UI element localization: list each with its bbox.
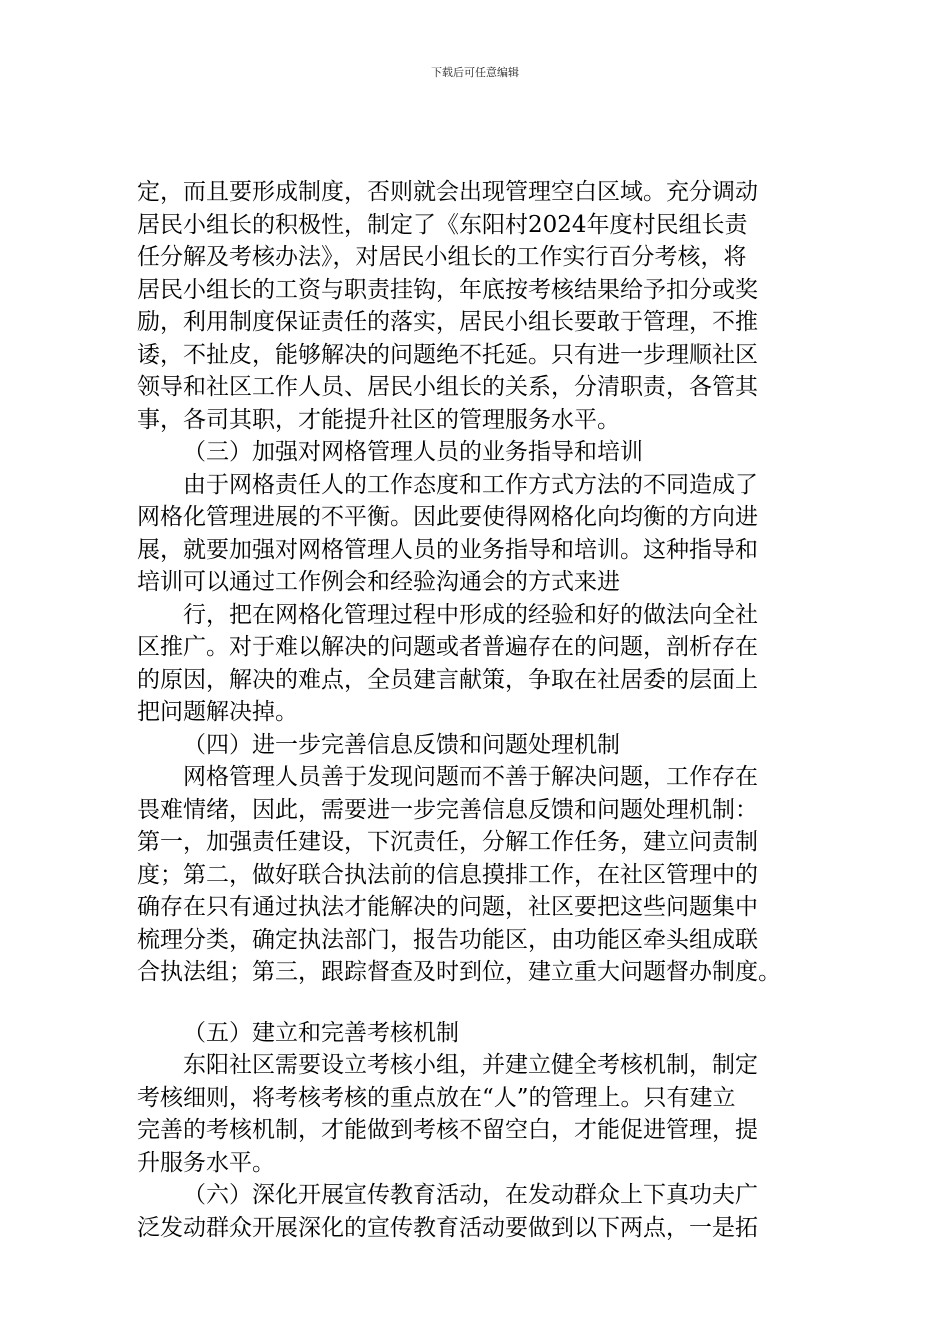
paragraph-line: 诿，不扯皮，能够解决的问题绝不托延。只有进一步理顺社区 [137,341,758,368]
paragraph-line: 由于网格责任人的工作态度和工作方式方法的不同造成了 [183,471,758,498]
paragraph-line: 升服务水平。 [137,1149,275,1176]
paragraph-line: 展，就要加强对网格管理人员的业务指导和培训。这种指导和 [137,536,758,563]
section-heading: （四）进一步完善信息反馈和问题处理机制 [183,731,620,758]
paragraph-line: 事，各司其职，才能提升社区的管理服务水平。 [137,406,620,433]
paragraph-line: 畏难情绪，因此，需要进一步完善信息反馈和问题处理机制： [137,796,758,823]
paragraph-line: 第一，加强责任建设，下沉责任，分解工作任务，建立问责制 [137,829,758,855]
paragraph-line: 东阳社区需要设立考核小组，并建立健全考核机制，制定 [183,1052,758,1078]
paragraph-line: 网格管理人员善于发现问题而不善于解决问题，工作存在 [183,764,758,790]
paragraph-line: 定，而且要形成制度，否则就会出现管理空白区域。充分调动 [137,179,758,205]
paragraph-line: 居民小组长的工资与职责挂钩，年底按考核结果给予扣分或奖 [137,276,758,303]
paragraph-line: 网格化管理进展的不平衡。因此要使得网格化向均衡的方向进 [137,504,758,530]
paragraph-line: 领导和社区工作人员、居民小组长的关系，分清职责，各管其 [137,374,758,400]
paragraph-line: 行，把在网格化管理过程中形成的经验和好的做法向全社 [183,601,758,628]
paragraph-line: 励，利用制度保证责任的落实，居民小组长要敢于管理，不推 [137,309,758,335]
paragraph-line: 任分解及考核办法》，对居民小组长的工作实行百分考核，将 [137,244,747,270]
paragraph-line: 梳理分类，确定执法部门，报告功能区，由功能区牵头组成联 [137,926,758,953]
paragraph-line: 合执法组；第三，跟踪督查及时到位，建立重大问题督办制度。 [137,959,781,985]
paragraph-line: 完善的考核机制，才能做到考核不留空白，才能促进管理，提 [137,1117,758,1143]
paragraph-line: 的原因，解决的难点，全员建言献策，争取在社居委的层面上 [137,666,758,693]
paragraph-line: 考核细则，将考核考核的重点放在“人”的管理上。只有建立 [137,1084,736,1111]
section-heading: （五）建立和完善考核机制 [183,1019,459,1046]
section-heading: （六）深化开展宣传教育活动，在发动群众上下真功夫广 [183,1182,758,1208]
section-heading: （三）加强对网格管理人员的业务指导和培训 [183,439,643,465]
paragraph-line: 培训可以通过工作例会和经验沟通会的方式来进 [137,569,620,595]
paragraph-line: 区推广。对于难以解决的问题或者普遍存在的问题，剖析存在 [137,634,758,660]
page-header: 下载后可任意编辑 [431,66,519,79]
paragraph-line: 把问题解决掉。 [137,699,298,725]
paragraph-line: 确存在只有通过执法才能解决的问题，社区要把这些问题集中 [137,894,758,920]
paragraph-line: 泛发动群众开展深化的宣传教育活动要做到以下两点，一是拓 [137,1214,758,1241]
paragraph-line: 居民小组长的积极性，制定了《东阳村2024年度村民组长责 [137,211,748,238]
paragraph-line: 度；第二，做好联合执法前的信息摸排工作，在社区管理中的 [137,861,758,888]
document-body [137,176,849,1244]
